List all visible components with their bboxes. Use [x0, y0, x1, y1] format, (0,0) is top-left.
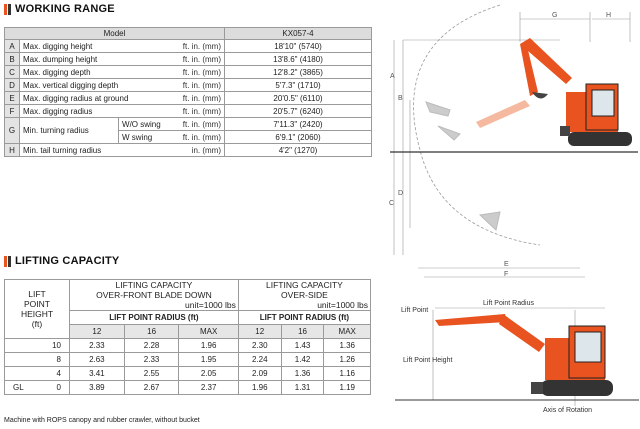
- side-capacity-value: 1.42: [281, 353, 324, 367]
- spec-letter: C: [5, 66, 20, 79]
- spec-letter: A: [5, 40, 20, 53]
- spec-row: [5, 79, 372, 92]
- height-cell: [5, 381, 70, 395]
- height-cell: [5, 353, 70, 367]
- axis-of-rotation-label: Axis of Rotation: [543, 407, 593, 414]
- working-range-heading: [4, 3, 115, 15]
- capacity-row: [5, 367, 371, 381]
- spec-letter: E: [5, 92, 20, 105]
- spec-value: 5'7.3" (1710): [225, 79, 372, 92]
- front-capacity-value: 2.55: [124, 367, 179, 381]
- spec-unit: ft. in. (mm): [164, 118, 225, 131]
- side-capacity-value: 2.30: [238, 339, 281, 353]
- radius-column-header: 16: [281, 325, 324, 339]
- spec-row: [5, 92, 372, 105]
- spec-letter: D: [5, 79, 20, 92]
- spec-label: Min. turning radius: [20, 118, 119, 144]
- table-footnote: Machine with ROPS canopy and rubber crawler, without bucket: [4, 417, 200, 424]
- spec-label: Max. digging depth: [20, 66, 164, 79]
- lifting-capacity-title: LIFTING CAPACITY: [15, 255, 120, 267]
- svg-text:E: E: [504, 261, 509, 268]
- height-cell: [5, 339, 70, 353]
- side-capacity-value: 1.36: [281, 367, 324, 381]
- heading-marker-icon: [4, 4, 11, 15]
- spec-label: Max. digging radius: [20, 105, 164, 118]
- svg-text:C: C: [389, 200, 395, 207]
- svg-text:G: G: [552, 12, 558, 19]
- spec-row: [5, 144, 372, 157]
- svg-text:A: A: [390, 73, 395, 80]
- working-range-title: WORKING RANGE: [15, 3, 115, 15]
- svg-text:F: F: [504, 271, 509, 278]
- spec-value: 7'11.3" (2420): [225, 118, 372, 131]
- spec-sublabel: W swing: [119, 131, 164, 144]
- spec-unit: ft. in. (mm): [164, 79, 225, 92]
- working-range-table: [4, 27, 372, 157]
- svg-text:D: D: [398, 190, 404, 197]
- height-value: 0: [56, 383, 61, 392]
- lifting-capacity-heading: [4, 255, 119, 267]
- side-capacity-value: 1.43: [281, 339, 324, 353]
- heading-marker-icon: [4, 256, 11, 267]
- spec-letter: F: [5, 105, 20, 118]
- radius-column-header: 12: [70, 325, 125, 339]
- spec-value: 20'0.5" (6110): [225, 92, 372, 105]
- side-capacity-header: LIFTING CAPACITY OVER-SIDE unit=1000 lbs: [238, 280, 370, 311]
- spec-letter: B: [5, 53, 20, 66]
- capacity-row: [5, 353, 371, 367]
- side-capacity-value: 2.24: [238, 353, 281, 367]
- spec-value: 18'10" (5740): [225, 40, 372, 53]
- height-cell: [5, 367, 70, 381]
- spec-value: 4'2" (1270): [225, 144, 372, 157]
- side-capacity-value: 1.36: [324, 339, 371, 353]
- lift-excavator-illustration: [435, 314, 613, 396]
- model-value-header: KX057-4: [225, 28, 372, 40]
- side-capacity-value: 1.31: [281, 381, 324, 395]
- spec-row: [5, 53, 372, 66]
- side-capacity-value: 1.96: [238, 381, 281, 395]
- spec-unit: ft. in. (mm): [164, 92, 225, 105]
- spec-sublabel: W/O swing: [119, 118, 164, 131]
- front-capacity-value: 2.28: [124, 339, 179, 353]
- excavator-illustration: [520, 38, 632, 146]
- front-capacity-value: 3.89: [70, 381, 125, 395]
- spec-row: [5, 40, 372, 53]
- front-capacity-value: 2.63: [70, 353, 125, 367]
- spec-letter: H: [5, 144, 20, 157]
- spec-label: Max. dumping height: [20, 53, 164, 66]
- spec-label: Min. tail turning radius: [20, 144, 164, 157]
- svg-text:H: H: [606, 12, 612, 19]
- spec-label: Max. vertical digging depth: [20, 79, 164, 92]
- working-range-diagram: [380, 0, 638, 282]
- spec-value: 13'8.6" (4180): [225, 53, 372, 66]
- capacity-row: [5, 339, 371, 353]
- spec-label: Max. digging radius at ground: [20, 92, 164, 105]
- front-capacity-value: 2.05: [179, 367, 238, 381]
- spec-unit: ft. in. (mm): [164, 66, 225, 79]
- spec-unit: in. (mm): [164, 144, 225, 157]
- spec-unit: ft. in. (mm): [164, 105, 225, 118]
- spec-label: Max. digging height: [20, 40, 164, 53]
- lift-point-radius-label: Lift Point Radius: [483, 300, 534, 307]
- side-capacity-value: 1.19: [324, 381, 371, 395]
- side-radius-header: LIFT POINT RADIUS (ft): [238, 311, 370, 325]
- lift-point-diagram: [395, 296, 639, 418]
- front-capacity-value: 1.95: [179, 353, 238, 367]
- lift-point-height-label: Lift Point Height: [403, 357, 453, 364]
- spec-letter: G: [5, 118, 20, 144]
- radius-column-header: MAX: [179, 325, 238, 339]
- front-capacity-value: 2.67: [124, 381, 179, 395]
- lifting-capacity-table: [4, 279, 371, 395]
- spec-unit: ft. in. (mm): [164, 40, 225, 53]
- ground-level-label: GL: [13, 383, 24, 392]
- spec-unit: ft. in. (mm): [164, 131, 225, 144]
- spec-value: 20'5.7" (6240): [225, 105, 372, 118]
- spec-row: [5, 66, 372, 79]
- spec-row: [5, 118, 372, 131]
- capacity-row: [5, 381, 371, 395]
- height-value: 4: [56, 369, 61, 378]
- front-capacity-value: 1.96: [179, 339, 238, 353]
- side-capacity-value: 1.26: [324, 353, 371, 367]
- front-capacity-value: 3.41: [70, 367, 125, 381]
- spec-value: 6'9.1" (2060): [225, 131, 372, 144]
- model-header: Model: [5, 28, 225, 40]
- front-radius-header: LIFT POINT RADIUS (ft): [70, 311, 239, 325]
- front-capacity-value: 2.33: [70, 339, 125, 353]
- front-capacity-value: 2.37: [179, 381, 238, 395]
- side-capacity-value: 1.16: [324, 367, 371, 381]
- radius-column-header: MAX: [324, 325, 371, 339]
- height-value: 8: [56, 355, 61, 364]
- front-capacity-value: 2.33: [124, 353, 179, 367]
- lift-point-height-header: LIFT POINT HEIGHT (ft): [5, 280, 70, 339]
- front-capacity-header: LIFTING CAPACITY OVER-FRONT BLADE DOWN unit=1000 lbs: [70, 280, 239, 311]
- spec-value: 12'8.2" (3865): [225, 66, 372, 79]
- side-capacity-value: 2.09: [238, 367, 281, 381]
- lift-point-label: Lift Point: [401, 307, 429, 314]
- spec-row: [5, 105, 372, 118]
- svg-text:B: B: [398, 95, 403, 102]
- spec-unit: ft. in. (mm): [164, 53, 225, 66]
- height-value: 10: [52, 341, 61, 350]
- radius-column-header: 12: [238, 325, 281, 339]
- radius-column-header: 16: [124, 325, 179, 339]
